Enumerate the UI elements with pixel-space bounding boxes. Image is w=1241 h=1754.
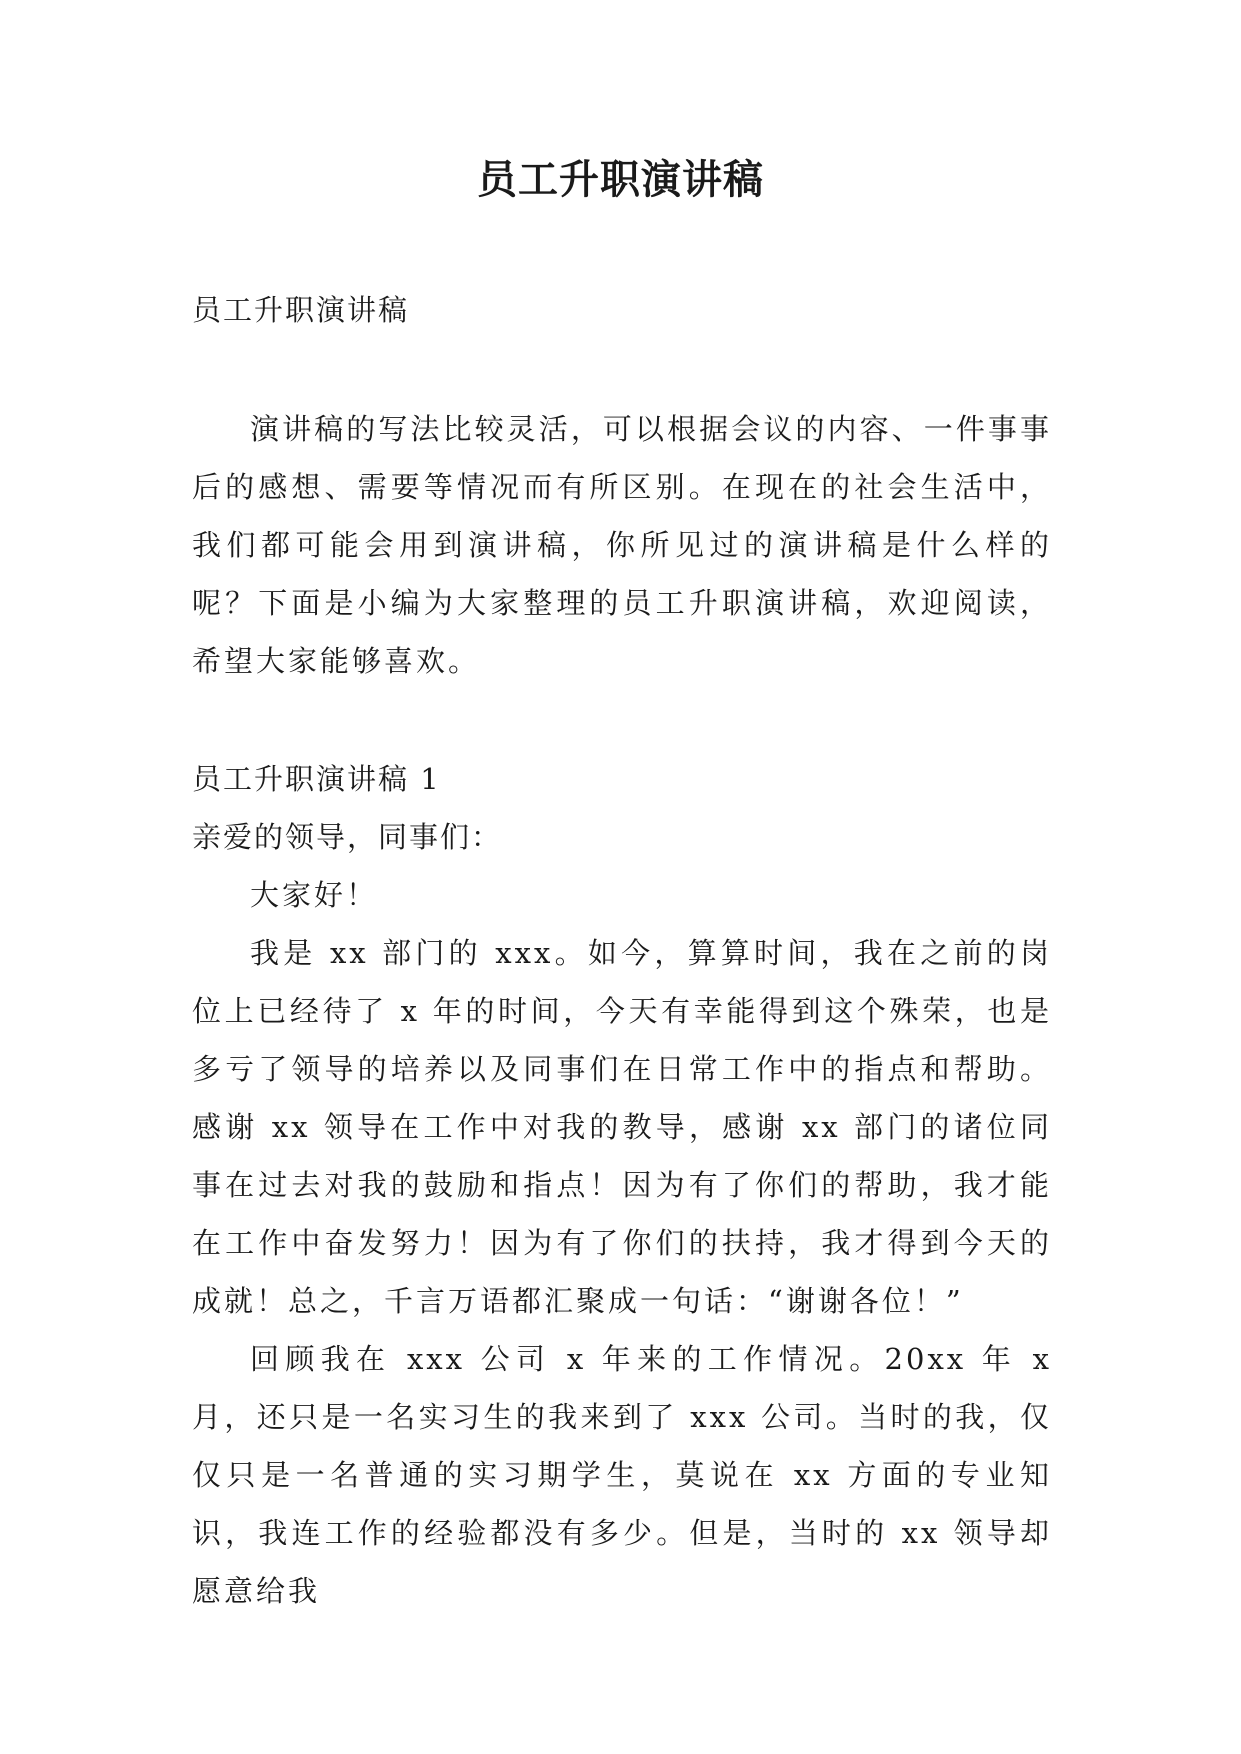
body-paragraph-1: 我是 xx 部门的 xxx。如今，算算时间，我在之前的岗位上已经待了 x 年的时间，今天有幸能得到这个殊荣，也是多亏了领导的培养以及同事们在日常工作中的指点和帮助。感谢 xx 领导在工作中对我的教导，感谢 xx 部门的诸位同事在过去对我的鼓励和指点！因为有了你们的帮助，我才能在工作中奋发努力！因为有了你们的扶持，我才得到今天的成就！总之，千言万语都汇聚成一句话：“谢谢各位！” xyxy=(192,936,1052,1318)
document-subtitle: 员工升职演讲稿 xyxy=(192,293,410,327)
body-paragraph-2: 回顾我在 xxx 公司 x 年来的工作情况。20xx 年 x 月，还只是一名实习生的我来到了 xxx 公司。当时的我，仅仅只是一名普通的实习期学生，莫说在 xx 方面的专业知识，我连工作的经验都没有多少。但是，当时的 xx 领导却愿意给我 xyxy=(192,1342,1052,1608)
document-title: 员工升职演讲稿 xyxy=(477,156,764,203)
section-heading: 员工升职演讲稿 1 xyxy=(192,762,441,796)
intro-paragraph: 演讲稿的写法比较灵活，可以根据会议的内容、一件事事后的感想、需要等情况而有所区别。在现在的社会生活中，我们都可能会用到演讲稿，你所见过的演讲稿是什么样的呢？下面是小编为大家整理的员工升职演讲稿，欢迎阅读，希望大家能够喜欢。 xyxy=(192,412,1052,678)
salutation: 亲爱的领导，同事们： xyxy=(192,820,503,854)
intro-block xyxy=(192,400,1052,690)
greeting-paragraph: 大家好！ xyxy=(250,878,379,912)
speech-content xyxy=(192,866,1052,1620)
